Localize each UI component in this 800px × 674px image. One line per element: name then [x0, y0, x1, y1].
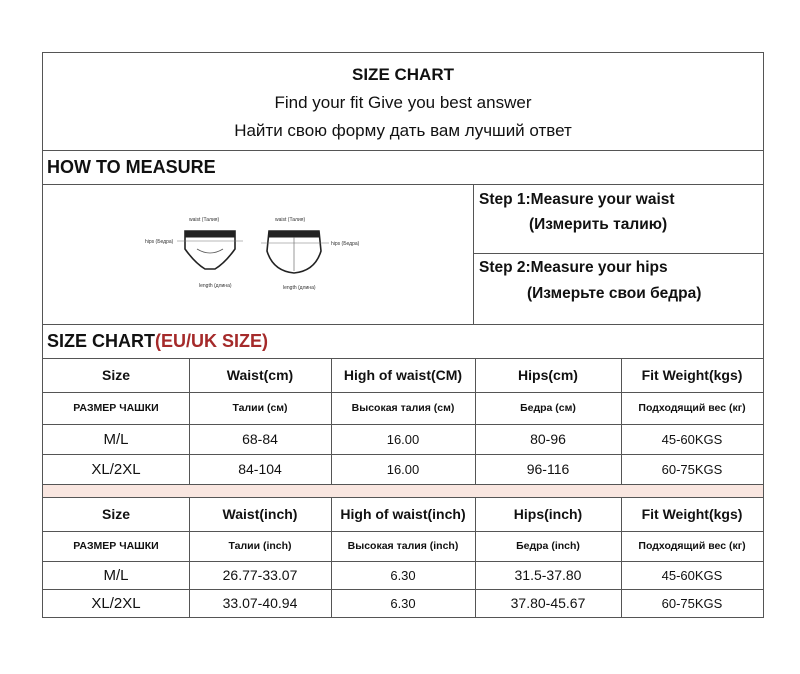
diagram-label: length (длина) — [199, 283, 232, 289]
cm-header-size: Size — [101, 367, 130, 383]
cm-header-ru-size: РАЗМЕР ЧАШКИ — [73, 402, 159, 414]
inch-header-ru-waist: Талии (inch) — [228, 540, 292, 552]
measurement-diagram — [139, 207, 371, 297]
divider — [43, 589, 763, 590]
divider — [331, 358, 332, 484]
divider — [43, 531, 763, 532]
inch-row-1-high-waist: 6.30 — [390, 567, 416, 583]
inch-header-weight: Fit Weight(kgs) — [641, 506, 743, 522]
size-chart-heading-suffix: (EU/UK SIZE) — [155, 331, 269, 351]
cm-row-1-waist: 68-84 — [242, 431, 278, 447]
diagram-label: length (длина) — [283, 285, 316, 291]
size-chart-frame — [42, 52, 764, 618]
cm-header-waist: Waist(cm) — [226, 367, 294, 383]
cm-header-ru-hips: Бедра (см) — [520, 402, 576, 414]
inch-row-1-weight: 45-60KGS — [661, 567, 723, 583]
divider — [43, 561, 763, 562]
cm-row-2-waist: 84-104 — [238, 461, 282, 477]
step-1-text: Step 1:Measure your waist — [479, 191, 675, 208]
divider — [43, 392, 763, 393]
inch-header-ru-size: РАЗМЕР ЧАШКИ — [73, 540, 159, 552]
diagram-label: waist (Талия) — [189, 217, 220, 223]
cm-row-1-hips: 80-96 — [530, 431, 566, 447]
cm-row-2-weight: 60-75KGS — [661, 461, 723, 477]
inch-header-high-waist: High of waist(inch) — [340, 506, 466, 522]
diagram-label: hips (Бедра) — [145, 239, 174, 245]
cm-header-high-waist: High of waist(CM) — [343, 367, 463, 383]
brief-back-icon — [261, 231, 329, 273]
divider — [621, 358, 622, 484]
inch-row-2-weight: 60-75KGS — [661, 595, 723, 611]
divider — [189, 497, 190, 617]
cm-row-1-weight: 45-60KGS — [661, 431, 723, 447]
inch-table — [43, 497, 763, 617]
divider — [43, 454, 763, 455]
inch-header-size: Size — [101, 506, 130, 522]
divider — [473, 253, 763, 254]
inch-row-2-waist: 33.07-40.94 — [222, 595, 298, 611]
how-to-measure-heading: HOW TO MEASURE — [47, 157, 216, 177]
cm-header-ru-weight: Подходящий вес (кг) — [638, 402, 746, 414]
divider — [43, 324, 763, 325]
cm-header-ru-waist: Талии (см) — [232, 402, 288, 414]
divider — [331, 497, 332, 617]
divider — [475, 497, 476, 617]
diagram-label: hips (Бедра) — [331, 241, 360, 247]
divider — [621, 497, 622, 617]
size-chart-heading-prefix: SIZE CHART — [47, 331, 155, 351]
subtitle-english: Find your fit Give you best answer — [274, 93, 532, 112]
brief-front-icon — [177, 231, 243, 269]
inch-header-waist: Waist(inch) — [222, 506, 298, 522]
cm-row-2-high-waist: 16.00 — [386, 461, 420, 477]
inch-row-1-waist: 26.77-33.07 — [222, 567, 298, 583]
separator-band — [43, 485, 763, 497]
divider — [43, 184, 763, 185]
divider — [43, 150, 763, 151]
inch-row-2-high-waist: 6.30 — [390, 595, 416, 611]
step-2-russian: (Измерьте свои бедра) — [527, 285, 702, 302]
cm-header-weight: Fit Weight(kgs) — [641, 367, 743, 383]
inch-header-ru-hips: Бедра (inch) — [516, 540, 580, 552]
inch-row-1-hips: 31.5-37.80 — [514, 567, 582, 583]
divider — [473, 184, 474, 324]
inch-row-1-size: M/L — [103, 566, 129, 584]
step-1-russian: (Измерить талию) — [529, 216, 668, 233]
inch-header-ru-high-waist: Высокая талия (inch) — [347, 540, 459, 552]
cm-header-hips: Hips(cm) — [518, 367, 578, 383]
inch-header-ru-weight: Подходящий вес (кг) — [638, 540, 746, 552]
cm-row-2-size: XL/2XL — [91, 460, 141, 478]
cm-row-1-high-waist: 16.00 — [386, 431, 420, 447]
inch-row-2-hips: 37.80-45.67 — [510, 595, 586, 611]
chart-title: SIZE CHART — [352, 65, 454, 84]
cm-row-2-hips: 96-116 — [526, 461, 570, 477]
inch-header-hips: Hips(inch) — [513, 506, 583, 522]
subtitle-russian: Найти свою форму дать вам лучший ответ — [234, 121, 572, 140]
diagram-label: waist (Талия) — [275, 217, 306, 223]
divider — [43, 424, 763, 425]
size-chart-heading — [47, 331, 268, 352]
step-2-text: Step 2:Measure your hips — [479, 259, 668, 276]
divider — [189, 358, 190, 484]
cm-row-1-size: M/L — [103, 430, 129, 448]
inch-row-2-size: XL/2XL — [91, 594, 141, 612]
cm-table — [43, 358, 763, 484]
cm-header-ru-high-waist: Высокая талия (см) — [351, 402, 455, 414]
divider — [475, 358, 476, 484]
